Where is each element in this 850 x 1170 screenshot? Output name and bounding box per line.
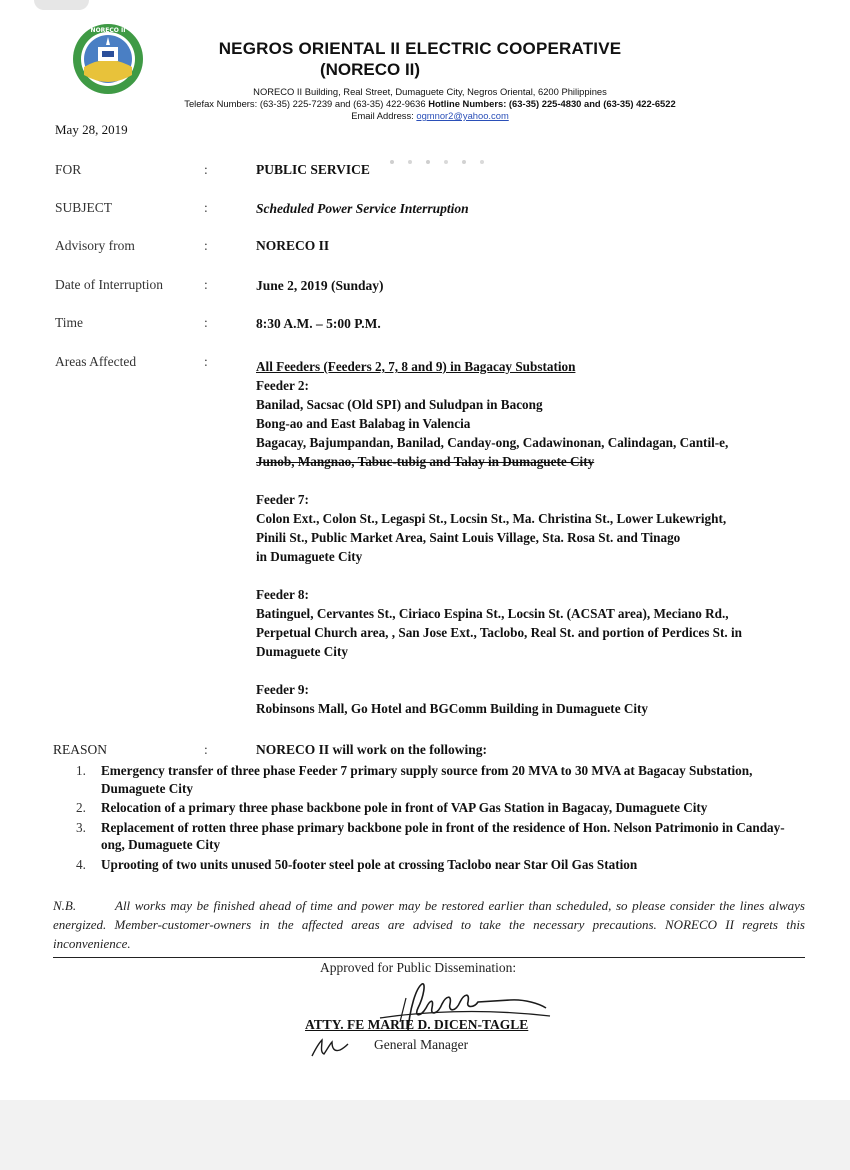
for-value: PUBLIC SERVICE — [256, 162, 370, 177]
note-text: All works may be finished ahead of time and power may be restored earlier than scheduled, so please consider the lines always energized. Member-customer-owners in the affected areas are advised to take the necessary precautions. NORECO II regrets this inconvenience. — [53, 898, 805, 951]
feeder-title: Feeder 2: — [256, 378, 309, 393]
feeder-line: Dumaguete City — [256, 644, 348, 659]
feeder-title: Feeder 9: — [256, 682, 309, 697]
reason-text: Replacement of rotten three phase primary backbone pole in front of the residence of Hon. Nelson Patrimonio in Canday-ong, Dumaguete City — [101, 819, 785, 852]
feeder-line: Bong-ao and East Balabag in Valencia — [256, 416, 471, 431]
interruption-date-value: June 2, 2019 (Sunday) — [256, 278, 384, 293]
feeder-title: Feeder 8: — [256, 587, 309, 602]
scan-smudge — [382, 157, 492, 167]
reason-number: 3. — [76, 819, 86, 835]
feeder-line: Batinguel, Cervantes St., Ciriaco Espina St., Locsin St. (ACSAT area), Meciano Rd., — [256, 606, 729, 621]
feeder-line: Junob, Mangnao, Tabuc-tubig and Talay in Dumaguete City — [256, 454, 595, 469]
email-line — [300, 110, 560, 122]
feeder-line: Pinili St., Public Market Area, Saint Louis Village, Sta. Rosa St. and Tinago — [256, 530, 681, 545]
scan-margin — [0, 1100, 850, 1170]
feeder-title: Feeder 7: — [256, 492, 309, 507]
scan-artifact — [34, 0, 89, 10]
reason-text: Relocation of a primary three phase backbone pole in front of VAP Gas Station in Bagacay, Dumaguete City — [101, 800, 708, 815]
time-colon: : — [204, 315, 208, 330]
reason-number: 1. — [76, 763, 86, 778]
logo-ring-text: NORECO II — [90, 27, 126, 34]
feeder-line: in Dumaguete City — [256, 549, 363, 564]
reason-intro: NORECO II will work on the following: — [256, 742, 488, 757]
feeder-line: Robinsons Mall, Go Hotel and BGComm Building in Dumaguete City — [256, 701, 649, 716]
reason-text: Emergency transfer of three phase Feeder 7 primary supply source from 20 MVA to 30 MVA at Bagacay Substation, Dumaguete City — [101, 763, 753, 796]
advisory-value: NORECO II — [256, 238, 330, 253]
time-label: Time — [55, 315, 84, 330]
email-link[interactable]: ogmnor2@yahoo.com — [416, 110, 509, 121]
reason-number: 2. — [76, 800, 86, 815]
divider — [53, 957, 805, 958]
areas-affected-label: Areas Affected — [55, 354, 137, 369]
approval-label: Approved for Public Dissemination: — [320, 960, 517, 975]
cooperative-logo — [72, 23, 144, 95]
reason-colon: : — [204, 742, 208, 757]
feeder-8-block — [256, 585, 816, 661]
document-date: May 28, 2019 — [55, 122, 128, 137]
reason-number: 4. — [76, 856, 86, 872]
areas-affected-colon: : — [204, 354, 208, 369]
reason-item — [56, 856, 808, 874]
feeder-2-block — [256, 376, 816, 471]
feeder-line: Colon Ext., Colon St., Legaspi St., Locsin St., Ma. Christina St., Lower Lukewright, — [256, 511, 727, 526]
feeder-9-block — [256, 680, 816, 718]
contact-numbers — [140, 98, 720, 110]
for-label: FOR — [55, 162, 82, 177]
feeder-line: Banilad, Sacsac (Old SPI) and Suludpan in Bacong — [256, 397, 543, 412]
signer-position: General Manager — [374, 1037, 469, 1052]
initials-mark — [310, 1036, 350, 1060]
org-name: NEGROS ORIENTAL II ELECTRIC COOPERATIVE — [218, 39, 622, 58]
reason-item — [56, 819, 808, 854]
note-label: N.B. — [53, 898, 77, 913]
org-address: NORECO II Building, Real Street, Dumaguete City, Negros Oriental, 6200 Philippines — [253, 86, 607, 97]
org-abbreviation: (NORECO II) — [319, 60, 421, 79]
time-value: 8:30 A.M. – 5:00 P.M. — [256, 316, 381, 331]
reason-item — [56, 762, 808, 797]
email-label: Email Address: — [351, 110, 417, 121]
advisory-label: Advisory from — [55, 238, 135, 253]
subject-value: Scheduled Power Service Interruption — [256, 201, 469, 216]
note-paragraph — [53, 896, 805, 953]
interruption-date-colon: : — [204, 277, 208, 292]
interruption-date-label: Date of Interruption — [55, 277, 163, 292]
feeder-line: Perpetual Church area, , San Jose Ext., Taclobo, Real St. and portion of Perdices St. in — [256, 625, 743, 640]
reason-label: REASON — [53, 742, 108, 757]
subject-label: SUBJECT — [55, 200, 113, 215]
feeder-7-block — [256, 490, 816, 566]
advisory-colon: : — [204, 238, 208, 253]
feeder-line: Bagacay, Bajumpandan, Banilad, Canday-ong, Cadawinonan, Calindagan, Cantil-e, — [256, 435, 729, 450]
telefax-numbers: Telefax Numbers: (63-35) 225-7239 and (63-35) 422-9636 — [184, 98, 429, 109]
for-colon: : — [204, 162, 208, 177]
areas-heading: All Feeders (Feeders 2, 7, 8 and 9) in Bagacay Substation — [256, 359, 576, 374]
reason-text: Uprooting of two units unused 50-footer steel pole at crossing Taclobo near Star Oil Gas Station — [101, 856, 638, 872]
subject-colon: : — [204, 200, 208, 215]
areas-affected — [256, 357, 816, 737]
signer-name: ATTY. FE MARIE D. DICEN-TAGLE — [305, 1017, 529, 1032]
reason-list — [56, 762, 808, 875]
hotline-numbers: Hotline Numbers: (63-35) 225-4830 and (63-35) 422-6522 — [428, 98, 676, 109]
reason-item — [56, 799, 808, 817]
